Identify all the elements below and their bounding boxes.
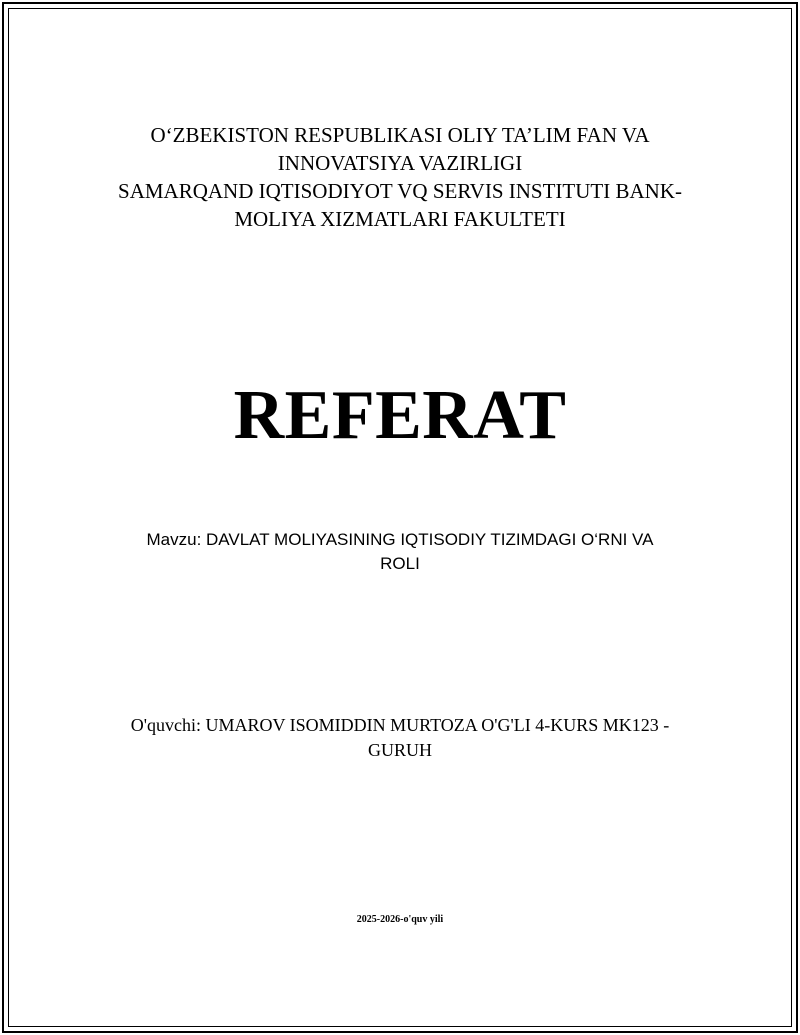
student-line-2: GURUH: [367, 740, 432, 760]
institution-line-4: MOLIYA XIZMATLARI FAKULTETI: [234, 207, 566, 231]
topic-line-2: ROLI: [380, 554, 420, 573]
topic-line-1: Mavzu: DAVLAT MOLIYASINING IQTISODIY TIZIMDAGI O‘RNI VA: [146, 530, 654, 549]
student-info: [0, 713, 800, 763]
institution-header: [0, 121, 800, 233]
institution-line-2: INNOVATSIYA VAZIRLIGI: [277, 151, 523, 175]
document-title: REFERAT: [233, 377, 567, 454]
institution-line-1: O‘ZBEKISTON RESPUBLIKASI OLIY TA’LIM FAN VA: [150, 123, 650, 147]
topic: [0, 528, 800, 576]
academic-year: 2025-2026-o'quv yili: [356, 914, 444, 925]
institution-line-3: SAMARQAND IQTISODIYOT VQ SERVIS INSTITUTI BANK-: [118, 179, 682, 203]
student-line-1: O'quvchi: UMAROV ISOMIDDIN MURTOZA O'G'LI 4-KURS MK123 -: [130, 715, 670, 735]
